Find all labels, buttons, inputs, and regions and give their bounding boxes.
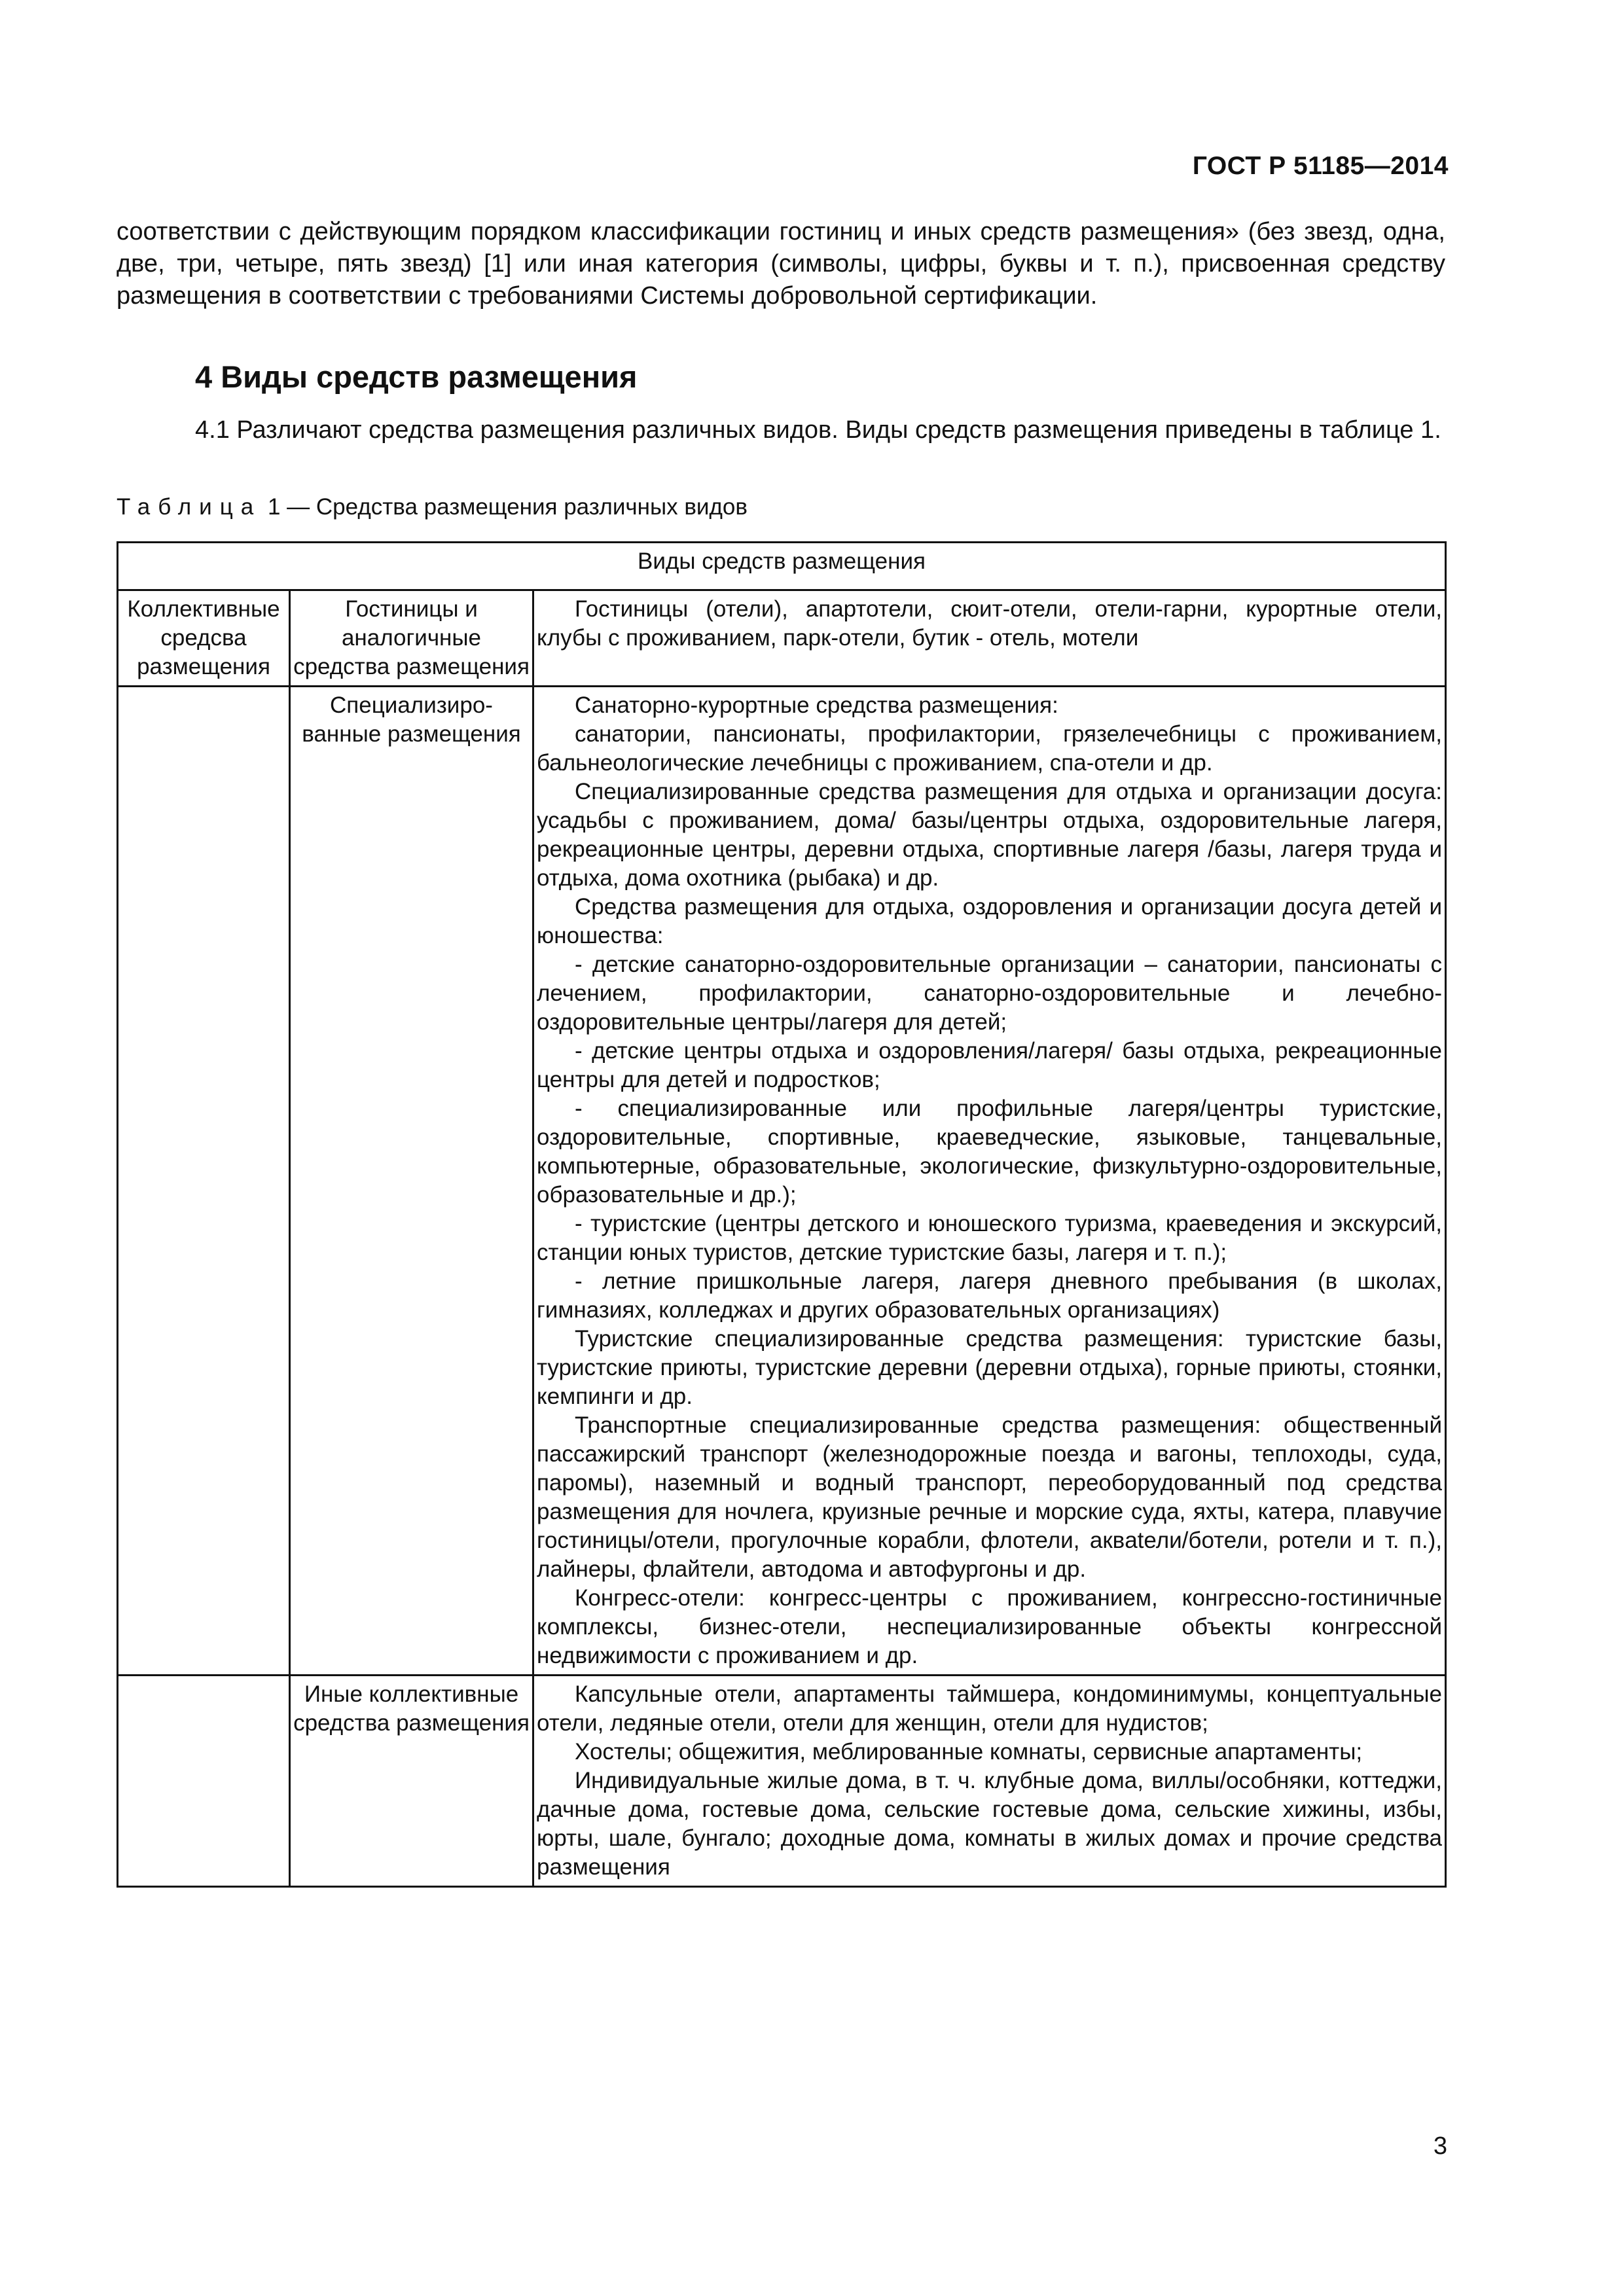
description-paragraph: Специализированные средства размещения для отдыха и организации досуга: усадьбы с проживанием, дома/ базы/центры отдыха, оздоровительные лагеря, рекреационные центры, деревни отдыха, спортивные лагеря /базы, лагеря труда и отдыха, дома охотника (рыбака) и др.	[537, 779, 1442, 891]
intro-paragraph: соответствии с действующим порядком классификации гостиниц и иных средств размещения» (без звезд, одна, две, три, четыре, пять звезд) [1] или иная категория (символы, цифры, буквы и т. п.), присвоенная средству размещения в соответствии с требованиями Системы добровольной сертификации.	[117, 218, 1445, 310]
clause-4-1: 4.1 Различают средства размещения различных видов. Виды средств размещения приведены в таблице 1.	[195, 416, 1441, 444]
section-heading: 4 Виды средств размещения	[195, 359, 638, 394]
table-caption	[117, 494, 748, 520]
subcategory-cell: Специализиро-ванные размещения	[290, 687, 533, 1676]
description-paragraph: - летние пришкольные лагеря, лагеря дневного пребывания (в школах, гимназиях, колледжах и других образовательных организациях)	[537, 1268, 1442, 1323]
table-caption-number: 1	[267, 494, 281, 520]
table-row	[118, 590, 1446, 687]
description-cell	[533, 590, 1446, 687]
description-paragraph: Транспортные специализированные средства размещения: общественный пассажирский транспорт (железнодорожные поезда и вагоны, теплоходы, суда, паромы), наземный и водный транспорт, переоборудованный под средства размещения для ночлега, круизные речные и морские суда, яхты, катера, плавучие гостиницы/отели, прогулочные корабли, флотели, аквatели/ботели, ротели и т. п.), лайнеры, флайтели, автодома и автофургоны и др.	[537, 1412, 1442, 1582]
table-header-cell: Виды средств размещения	[118, 543, 1446, 590]
subcategory-cell: Гостиницы и аналогичные средства размещения	[290, 590, 533, 687]
document-code: ГОСТ Р 51185—2014	[1192, 152, 1449, 180]
description-paragraph: - туристские (центры детского и юношеского туризма, краеведения и экскурсий, станции юных туристов, детские туристские базы, лагеря и т. п.);	[537, 1211, 1442, 1265]
table-caption-label: Таблица	[117, 494, 262, 520]
description-paragraph: Капсульные отели, апартаменты таймшера, кондоминимумы, концептуальные отели, ледяные отели, отели для женщин, отели для нудистов;	[537, 1681, 1442, 1736]
page-number: 3	[1433, 2132, 1447, 2160]
category-cell	[118, 687, 290, 1676]
description-paragraph: Индивидуальные жилые дома, в т. ч. клубные дома, виллы/особняки, коттеджи, дачные дома, гостевые дома, сельские гостевые дома, сельские хижины, избы, юрты, шале, бунгало; доходные дома, комнаты в жилых домах и прочие средства размещения	[537, 1768, 1442, 1880]
table-header-row	[118, 543, 1446, 590]
table-row	[118, 687, 1446, 1676]
description-paragraph: Конгресс-отели: конгресс-центры с проживанием, конгрессно-гостиничные комплексы, бизнес-отели, неспециализированные объекты конгрессной недвижимости с проживанием и др.	[537, 1585, 1442, 1668]
description-paragraph: Гостиницы (отели), апартотели, сюит-отели, отели-гарни, курортные отели, клубы с проживанием, парк-отели, бутик - отель, мотели	[537, 596, 1442, 651]
subcategory-cell: Иные коллективные средства размещения	[290, 1676, 533, 1887]
description-paragraph: Санаторно-курортные средства размещения:	[575, 692, 1058, 718]
description-paragraph: Хостелы; общежития, меблированные комнаты, сервисные апартаменты;	[575, 1739, 1363, 1765]
description-cell	[533, 687, 1446, 1676]
description-paragraph: - специализированные или профильные лагеря/центры туристские, оздоровительные, спортивные, краеведческие, языковые, танцевальные, компьютерные, образовательные, экологические, физкультурно-оздоровительные, образовательные и др.);	[537, 1096, 1442, 1208]
description-paragraph: - детские центры отдыха и оздоровления/лагеря/ базы отдыха, рекреационные центры для детей и подростков;	[537, 1038, 1442, 1092]
description-cell	[533, 1676, 1446, 1887]
description-paragraph: санатории, пансионаты, профилактории, грязелечебницы с проживанием, бальнеологические лечебницы с проживанием, спа-отели и др.	[537, 721, 1442, 776]
accommodation-types-table	[117, 541, 1447, 1888]
description-paragraph: Средства размещения для отдыха, оздоровления и организации досуга детей и юношества:	[537, 894, 1442, 948]
category-cell: Коллективные средсва размещения	[118, 590, 290, 687]
description-paragraph: - детские санаторно-оздоровительные организации – санатории, пансионаты с лечением, профилактории, санаторно-оздоровительные и лечебно-оздоровительные центры/лагеря для детей;	[537, 952, 1442, 1035]
table-caption-title: — Средства размещения различных видов	[287, 494, 748, 520]
description-paragraph: Туристские специализированные средства размещения: туристские базы, туристские приюты, туристские деревни (деревни отдыха), горные приюты, стоянки, кемпинги и др.	[537, 1326, 1442, 1409]
category-cell	[118, 1676, 290, 1887]
table-row	[118, 1676, 1446, 1887]
